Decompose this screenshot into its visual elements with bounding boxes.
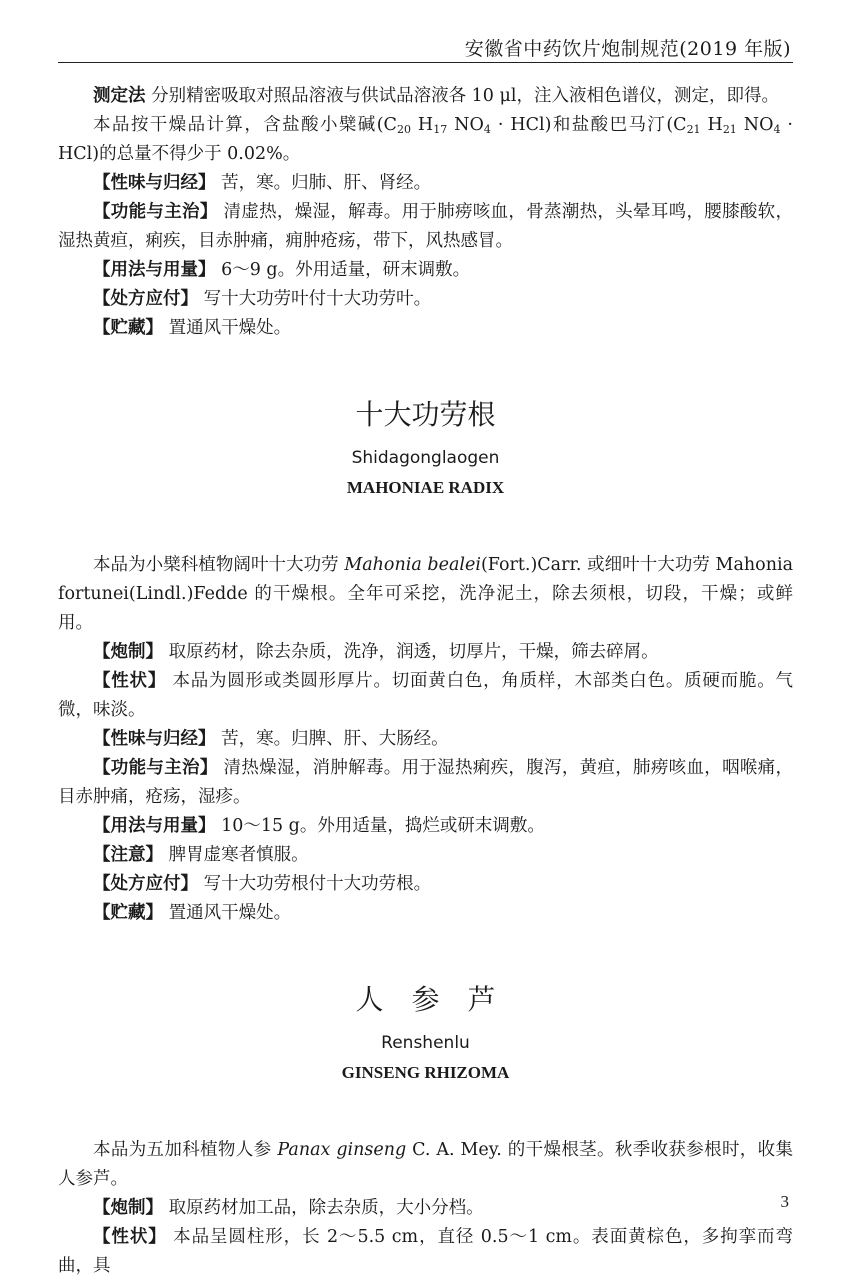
- entry-item: [58, 899, 793, 928]
- item-label: 【性状】: [93, 671, 167, 691]
- content-text-c: · HCl)的总量不得少于 0.02%。: [58, 115, 793, 164]
- page-number: 3: [780, 1192, 789, 1211]
- item-text: 置通风干燥处。: [168, 318, 292, 338]
- item-text: 写十大功劳叶付十大功劳叶。: [203, 289, 432, 309]
- entry-pinyin: Renshenlu: [381, 1033, 470, 1053]
- species-name: Mahonia bealei: [344, 555, 481, 575]
- item-text: 取原药材，除去杂质，洗净，润透，切厚片，干燥，筛去碎屑。: [168, 642, 659, 662]
- item-label: 【贮藏】: [93, 903, 163, 923]
- item-text: 6～9 g。外用适量，研末调敷。: [221, 260, 471, 280]
- formula2-c-subscript: 21: [686, 123, 701, 136]
- entry-intro: [58, 1136, 793, 1194]
- entry-item: [58, 754, 793, 812]
- item-text: 写十大功劳根付十大功劳根。: [203, 874, 432, 894]
- entry-pinyin: Shidagonglaogen: [351, 448, 500, 468]
- item-label: 【性状】: [93, 1227, 167, 1247]
- entry-item: [58, 812, 793, 841]
- item-text: 清虚热，燥湿，解毒。用于肺痨咳血，骨蒸潮热，头晕耳鸣，腰膝酸软，湿热黄疸，痢疾，目赤肿痛，痈肿疮疡，带下，风热感冒。: [58, 202, 793, 251]
- item-label: 【用法与用量】: [93, 260, 216, 280]
- item-text: 10～15 g。外用适量，捣烂或研末调敷。: [221, 816, 545, 836]
- item-label: 【贮藏】: [93, 318, 163, 338]
- item-text: 脾胃虚寒者慎服。: [168, 845, 309, 865]
- item-text: 取原药材加工品，除去杂质，大小分档。: [168, 1198, 484, 1218]
- intro-text-b: C. A. Mey. 的干燥根茎。秋季收获参根时，收集人参芦。: [58, 1140, 794, 1189]
- section1-item: [58, 285, 793, 314]
- item-label: 【功能与主治】: [93, 202, 218, 222]
- item-text: 本品为圆形或类圆形厚片。切面黄白色，角质样，木部类白色。质硬而脆。气微，味淡。: [58, 671, 794, 720]
- intro-text-a: 本品为小檗科植物阔叶十大功劳: [93, 555, 345, 575]
- formula1-o-subscript: 4: [483, 123, 491, 136]
- item-label: 【炮制】: [93, 642, 163, 662]
- item-label: 【注意】: [93, 845, 163, 865]
- formula1-h-subscript: 17: [433, 123, 448, 136]
- entry-item: [58, 1223, 793, 1281]
- intro-text-a: 本品为五加科植物人参: [93, 1140, 278, 1160]
- item-text: 苦，寒。归脾、肝、大肠经。: [221, 729, 449, 749]
- content-text-a: 本品按干燥品计算，含盐酸小檗碱(C: [93, 115, 397, 135]
- section1-item: [58, 169, 793, 198]
- formula1-h: H: [410, 115, 434, 135]
- item-text: 清热燥湿，消肿解毒。用于湿热痢疾，腹泻，黄疸，肺痨咳血，咽喉痛，目赤肿痛，疮疡，湿疹。: [58, 758, 793, 807]
- section1-item: [58, 314, 793, 343]
- assay-paragraph: [58, 82, 793, 111]
- formula1-c-subscript: 20: [396, 123, 411, 136]
- entry-latin-name: MAHONIAE RADIX: [346, 478, 505, 497]
- formula2-no: NO: [736, 115, 774, 135]
- entry-item: [58, 841, 793, 870]
- item-label: 【性味与归经】: [93, 729, 216, 749]
- formula2-h: H: [700, 115, 723, 135]
- item-text: 置通风干燥处。: [168, 903, 292, 923]
- item-label: 【炮制】: [93, 1198, 163, 1218]
- content-paragraph: [58, 111, 793, 169]
- header-rule: [58, 62, 793, 63]
- assay-text: 分别精密吸取对照品溶液与供试品溶液各 10 μl，注入液相色谱仪，测定，即得。: [151, 86, 779, 106]
- entry-title: 十大功劳根: [355, 398, 496, 431]
- item-label: 【性味与归经】: [93, 173, 216, 193]
- entry-title: 人参芦: [355, 983, 524, 1016]
- intro-text-b: (Fort.)Carr. 或细叶十大功劳 Mahonia fortunei(Lindl.)Fedde 的干燥根。全年可采挖，洗净泥土，除去须根，切段，干燥；或鲜用。: [58, 555, 793, 633]
- item-label: 【处方应付】: [93, 874, 198, 894]
- species-name: Panax ginseng: [277, 1140, 407, 1160]
- item-label: 【功能与主治】: [93, 758, 218, 778]
- entry-latin-name: GINSENG RHIZOMA: [341, 1063, 510, 1082]
- item-text: 苦，寒。归肺、肝、肾经。: [221, 173, 432, 193]
- formula1-no: NO: [447, 115, 484, 135]
- formula2-h-subscript: 21: [722, 123, 737, 136]
- content-text-b: · HCl)和盐酸巴马汀(C: [490, 115, 687, 135]
- entry-intro: [58, 551, 793, 638]
- assay-label: 测定法: [93, 86, 146, 106]
- entry-item: [58, 638, 793, 667]
- item-label: 【处方应付】: [93, 289, 198, 309]
- section1-item: [58, 198, 793, 256]
- item-label: 【用法与用量】: [93, 816, 216, 836]
- formula2-o-subscript: 4: [773, 123, 781, 136]
- entry-item: [58, 725, 793, 754]
- section1-item: [58, 256, 793, 285]
- page-content: [58, 82, 793, 1281]
- item-text: 本品呈圆柱形，长 2～5.5 cm，直径 0.5～1 cm。表面黄棕色，多拘挛而弯曲，具: [58, 1227, 793, 1276]
- entry-item: [58, 1194, 793, 1223]
- entry-item: [58, 870, 793, 899]
- running-header-title: 安徽省中药饮片炮制规范(2019 年版): [464, 38, 791, 60]
- entry-item: [58, 667, 793, 725]
